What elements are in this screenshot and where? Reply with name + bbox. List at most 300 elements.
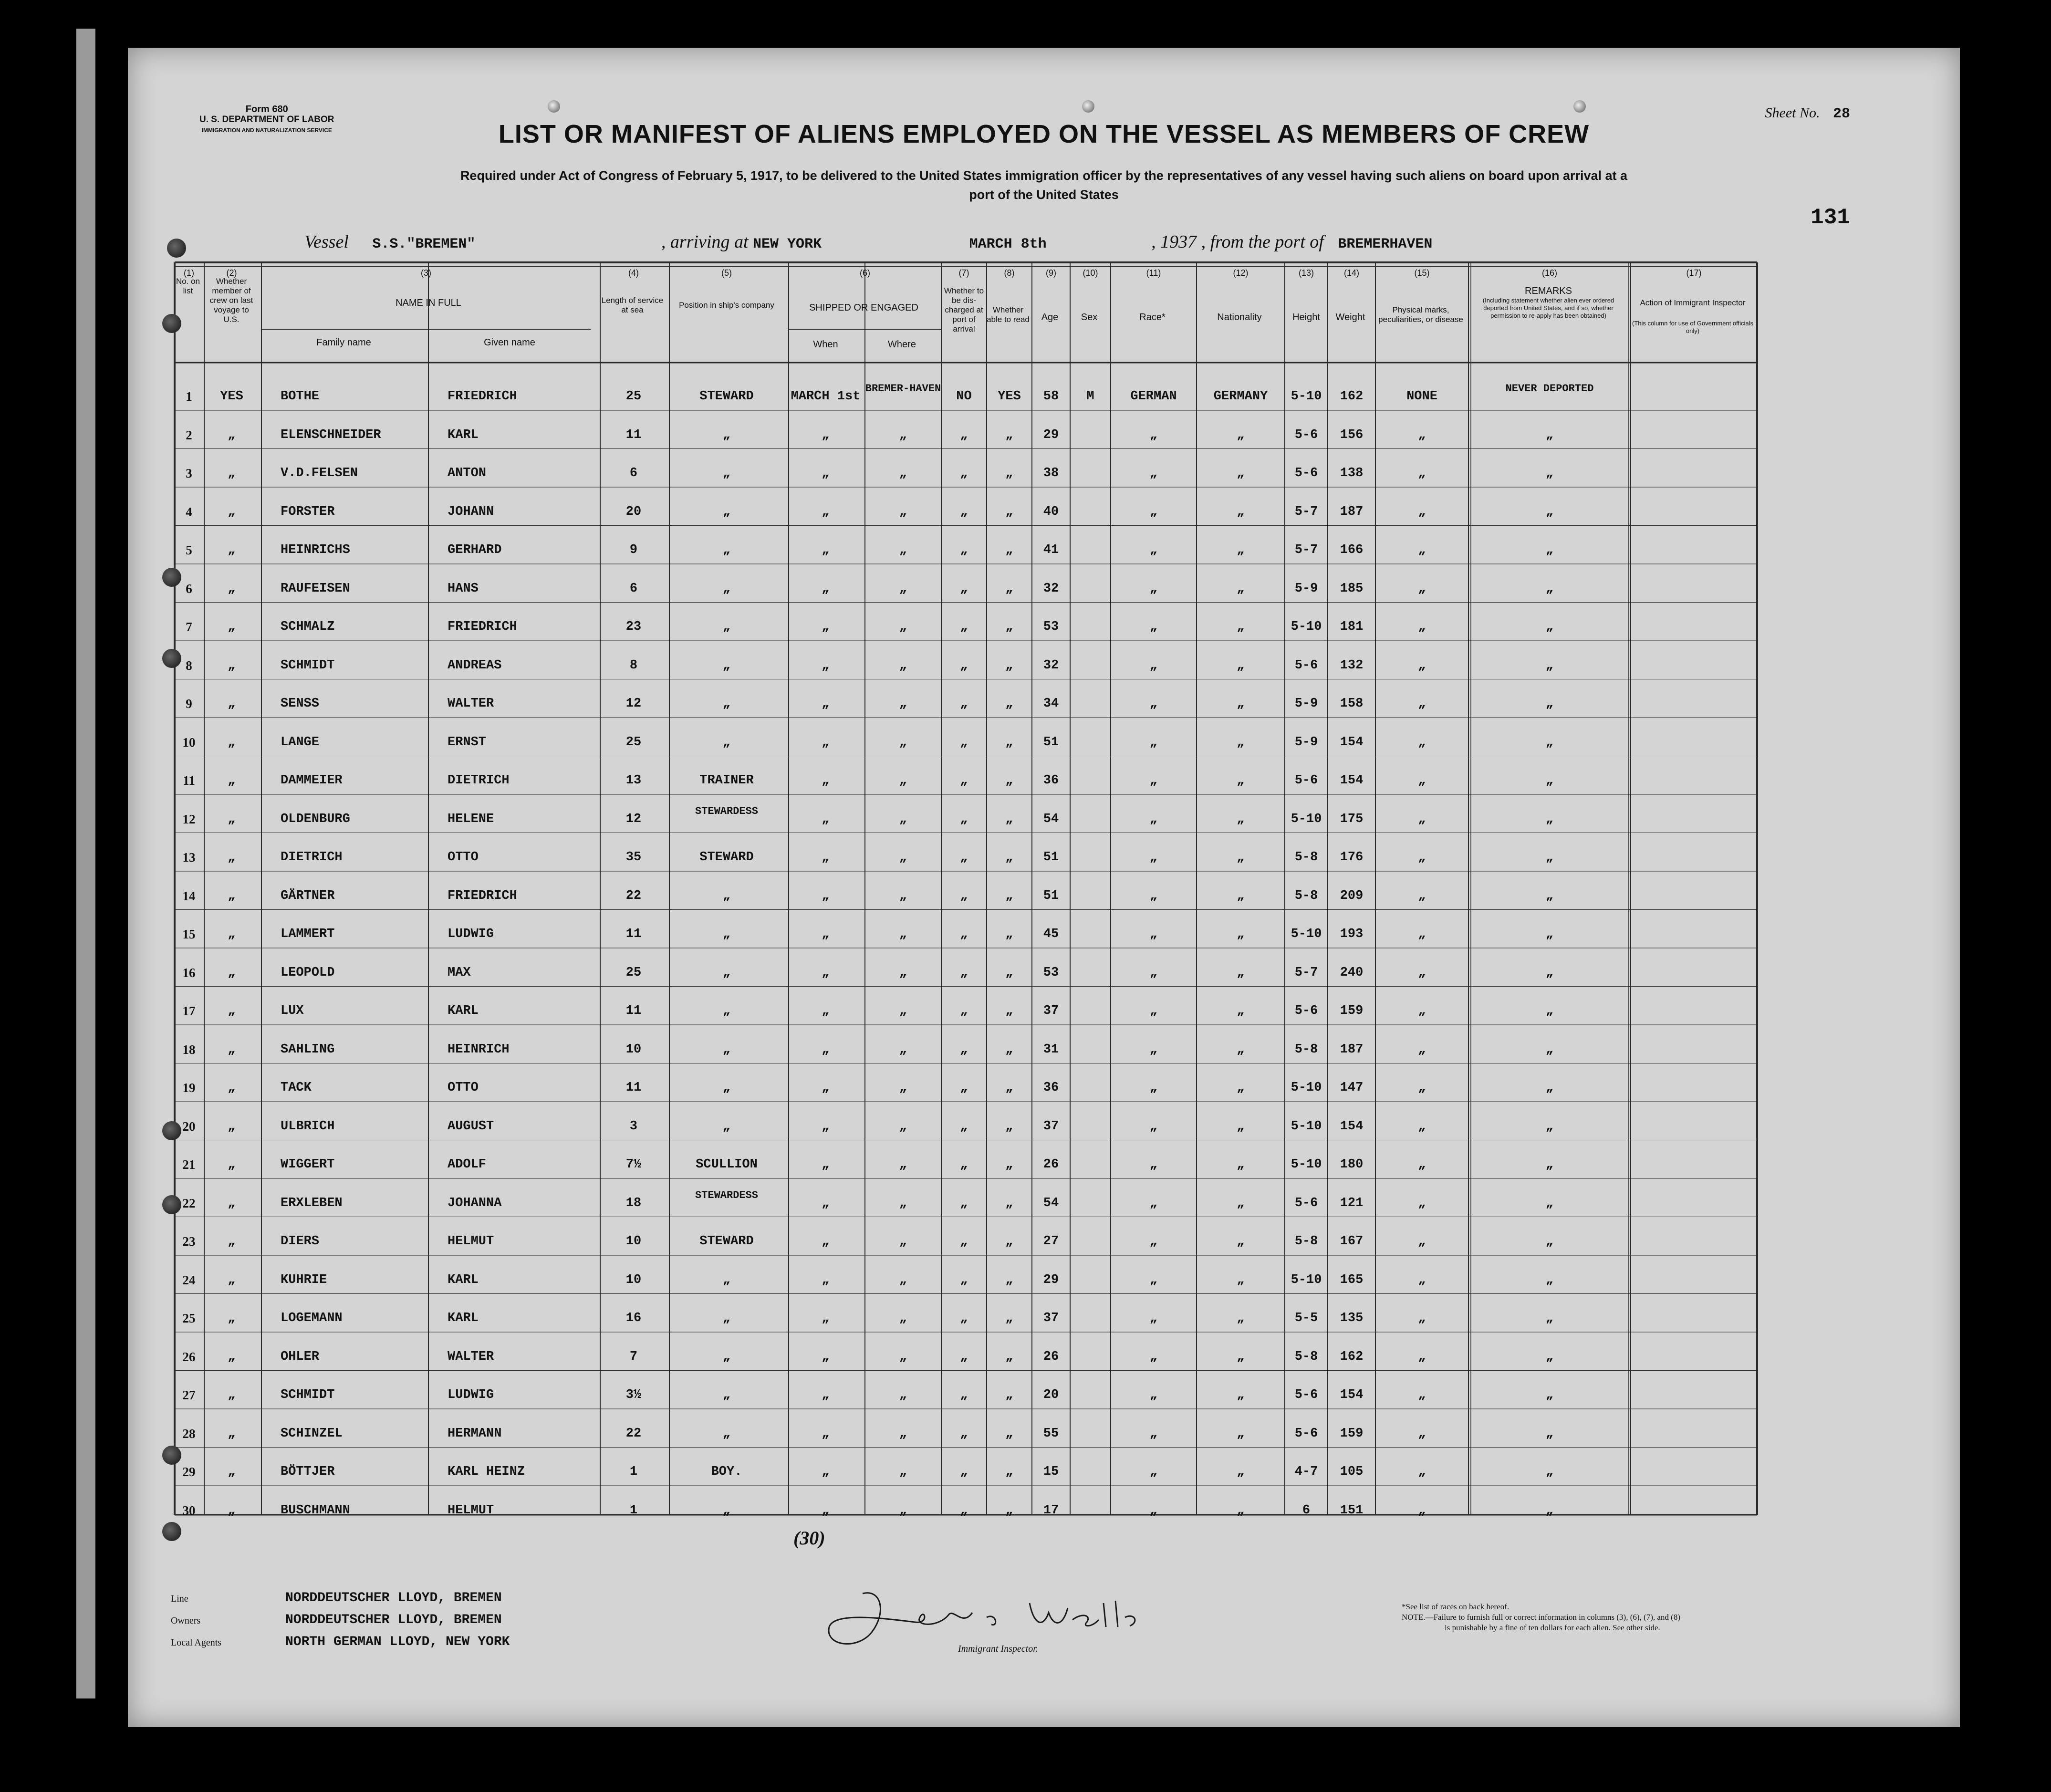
cell-given: HELENE [448,812,494,826]
cell-no: 13 [182,850,196,865]
cell-discharge: „ [960,735,968,750]
cell-where: „ [899,543,907,557]
cell-member: „ [228,543,236,557]
cell-member: „ [228,1042,236,1057]
cell-height: 6 [1302,1503,1311,1518]
cell-marks: „ [1418,581,1426,596]
cell-read: „ [1005,620,1013,634]
cell-race: „ [1149,1272,1158,1287]
year-prefix: , 19 [1151,232,1179,252]
cell-height: 5-9 [1294,735,1318,750]
cell-where: „ [899,466,907,480]
cell-height: 5-6 [1294,466,1318,480]
cell-member: „ [228,850,236,865]
cell-service: 12 [625,812,642,826]
cell-height: 5-8 [1294,1042,1318,1057]
cell-family: ELENSCHNEIDER [281,427,381,442]
cell-family: SENSS [281,697,320,711]
cell-where: „ [899,1426,907,1441]
hdr-action-sub: (This column for use of Government officials only) [1632,320,1754,334]
subtitle-line-2: port of the United States [969,188,1119,202]
cell-remarks: „ [1545,812,1554,826]
cell-weight: 154 [1340,773,1364,788]
cell-no: 19 [182,1081,196,1095]
cell-when: „ [822,427,830,442]
department: U. S. DEPARTMENT OF LABOR [199,115,334,125]
cell-marks: NONE [1406,389,1437,404]
cell-discharge: „ [960,1388,968,1402]
cell-weight: 209 [1340,888,1364,903]
cell-where: „ [899,1465,907,1479]
cell-position: „ [722,466,731,480]
cell-where: „ [899,1196,907,1210]
cell-marks: „ [1418,620,1426,634]
cell-when: „ [822,927,830,941]
cell-discharge: „ [960,850,968,865]
cell-family: GÄRTNER [281,888,335,903]
cell-age: 29 [1043,427,1059,442]
cell-where: „ [899,1004,907,1018]
cell-given: FRIEDRICH [448,389,517,404]
cell-member: „ [228,504,236,519]
cell-age: 51 [1043,735,1059,750]
cell-family: ERXLEBEN [281,1196,343,1210]
cell-race: „ [1149,1234,1158,1249]
cell-discharge: „ [960,1272,968,1287]
cell-nationality: „ [1237,620,1245,634]
cell-nationality: „ [1237,1157,1245,1172]
cell-where: „ [899,658,907,673]
cell-service: 12 [625,697,642,711]
cell-marks: „ [1418,735,1426,750]
cell-race: „ [1149,773,1158,788]
cell-read: „ [1005,658,1013,673]
cell-no: 15 [182,927,196,941]
cell-remarks: „ [1545,1465,1554,1479]
cell-marks: „ [1418,1388,1426,1402]
cell-service: 11 [625,1004,642,1018]
cell-when: „ [822,888,830,903]
cell-when: „ [822,773,830,788]
cell-given: MAX [448,965,471,980]
cell-service: 10 [625,1042,642,1057]
cell-age: 32 [1043,581,1059,596]
cell-height: 5-6 [1294,1426,1318,1441]
cell-member: „ [228,466,236,480]
cell-remarks: „ [1545,850,1554,865]
cell-nationality: „ [1237,1272,1245,1287]
cell-service: 7½ [625,1157,642,1172]
cell-no: 1 [186,389,192,404]
cell-remarks: „ [1545,1503,1554,1518]
cell-given: DIETRICH [448,773,510,788]
cell-position: STEWARD [699,389,754,404]
column-number: (2) [226,268,237,278]
cell-weight: 180 [1340,1157,1364,1172]
cell-age: 54 [1043,1196,1059,1210]
cell-where: „ [899,1042,907,1057]
cell-position: „ [722,1426,731,1441]
cell-where: „ [899,1157,907,1172]
cell-read: „ [1005,581,1013,596]
cell-read: „ [1005,1081,1013,1095]
cell-remarks: „ [1545,888,1554,903]
cell-service: 25 [625,965,642,980]
cell-age: 51 [1043,850,1059,865]
cell-given: ANDREAS [448,658,502,673]
cell-member: „ [228,658,236,673]
cell-height: 5-6 [1294,658,1318,673]
cell-when: MARCH 1st [791,389,861,404]
cell-no: 20 [182,1119,196,1134]
cell-when: „ [822,1119,830,1134]
cell-when: „ [822,1349,830,1364]
cell-discharge: „ [960,1311,968,1325]
cell-service: 1 [629,1503,638,1518]
cell-height: 5-8 [1294,1349,1318,1364]
cell-member: „ [228,812,236,826]
column-number: (3) [421,268,431,278]
cell-age: 27 [1043,1234,1059,1249]
hdr-when: When [813,339,838,350]
cell-no: 4 [186,504,192,519]
cell-nationality: „ [1237,965,1245,980]
cell-height: 5-10 [1291,927,1322,941]
sheet-value: 28 [1832,106,1850,122]
cell-position: „ [722,427,731,442]
punch-hole [162,649,181,668]
agents-value: NORTH GERMAN LLOYD, NEW YORK [285,1635,510,1649]
cell-service: 11 [625,927,642,941]
cell-weight: 147 [1340,1081,1364,1095]
cell-remarks: „ [1545,1272,1554,1287]
cell-weight: 240 [1340,965,1364,980]
cell-age: 37 [1043,1004,1059,1018]
cell-race: „ [1149,1119,1158,1134]
cell-where: „ [899,812,907,826]
cell-position: „ [722,581,731,596]
cell-nationality: „ [1237,427,1245,442]
cell-discharge: „ [960,1196,968,1210]
cell-when: „ [822,965,830,980]
cell-member: „ [228,888,236,903]
cell-family: TACK [281,1081,312,1095]
cell-weight: 156 [1340,427,1364,442]
column-number: (1) [184,268,194,278]
cell-when: „ [822,620,830,634]
subtitle-line-1: Required under Act of Congress of February 5, 1917, to be delivered to the United States immigration officer by the representatives of any vessel having such aliens on board upon arrival at a [460,168,1628,183]
cell-age: 41 [1043,543,1059,557]
cell-family: DIERS [281,1234,320,1249]
cell-marks: „ [1418,466,1426,480]
cell-weight: 135 [1340,1311,1364,1325]
cell-when: „ [822,1081,830,1095]
cell-member: „ [228,1234,236,1249]
cell-service: 16 [625,1311,642,1325]
cell-discharge: „ [960,1426,968,1441]
cell-no: 9 [186,697,192,711]
cell-discharge: „ [960,773,968,788]
cell-given: KARL [448,1004,479,1018]
cell-when: „ [822,1234,830,1249]
cell-read: „ [1005,1157,1013,1172]
vessel-name: S.S."BREMEN" [372,236,476,252]
cell-age: 45 [1043,927,1059,941]
cell-given: KARL [448,427,479,442]
cell-given: FRIEDRICH [448,620,517,634]
cell-marks: „ [1418,1042,1426,1057]
cell-remarks: „ [1545,1196,1554,1210]
cell-given: ANTON [448,466,487,480]
cell-member: „ [228,697,236,711]
cell-when: „ [822,1311,830,1325]
cell-family: V.D.FELSEN [281,466,358,480]
cell-no: 16 [182,965,196,980]
cell-when: „ [822,466,830,480]
cell-nationality: „ [1237,773,1245,788]
cell-nationality: „ [1237,1349,1245,1364]
cell-no: 30 [182,1503,196,1518]
cell-height: 5-6 [1294,1004,1318,1018]
cell-height: 5-8 [1294,850,1318,865]
cell-family: LEOPOLD [281,965,335,980]
cell-family: BÖTTJER [281,1465,335,1479]
cell-where: „ [899,1503,907,1518]
cell-service: 13 [625,773,642,788]
cell-given: HANS [448,581,479,596]
cell-position: STEWARDESS [695,805,759,817]
cell-member: „ [228,1465,236,1479]
cell-given: JOHANNA [448,1196,502,1210]
cell-weight: 162 [1340,389,1364,404]
cell-weight: 154 [1340,735,1364,750]
cell-member: „ [228,1081,236,1095]
cell-position: „ [722,658,731,673]
cell-position: „ [722,1004,731,1018]
cell-weight: 159 [1340,1004,1364,1018]
cell-member: „ [228,1388,236,1402]
cell-discharge: „ [960,697,968,711]
cell-height: 5-10 [1291,812,1322,826]
cell-no: 8 [186,658,192,673]
cell-where: „ [899,888,907,903]
hdr-given: Given name [484,337,535,348]
cell-where: „ [899,927,907,941]
cell-service: 6 [629,581,638,596]
cell-family: SCHMIDT [281,658,335,673]
cell-marks: „ [1418,1119,1426,1134]
cell-weight: 154 [1340,1388,1364,1402]
arriving-port: NEW YORK [753,236,822,252]
cell-when: „ [822,543,830,557]
cell-position: „ [722,1272,731,1287]
sheet-label: Sheet No. [1765,105,1820,121]
column-number: (4) [628,268,639,278]
cell-position: „ [722,1042,731,1057]
column-number: (13) [1298,268,1314,278]
cell-nationality: „ [1237,1234,1245,1249]
cell-remarks: „ [1545,965,1554,980]
cell-race: „ [1149,1311,1158,1325]
cell-age: 26 [1043,1157,1059,1172]
cell-nationality: „ [1237,1119,1245,1134]
cell-when: „ [822,1004,830,1018]
cell-height: 5-10 [1291,1157,1322,1172]
cell-discharge: „ [960,658,968,673]
cell-family: DIETRICH [281,850,343,865]
cell-age: 37 [1043,1119,1059,1134]
cell-read: „ [1005,850,1013,865]
cell-no: 22 [182,1196,196,1210]
cell-marks: „ [1418,1004,1426,1018]
owners-value: NORDDEUTSCHER LLOYD, BREMEN [285,1613,502,1627]
cell-nationality: „ [1237,1004,1245,1018]
cell-family: SCHINZEL [281,1426,343,1441]
cell-when: „ [822,1042,830,1057]
cell-height: 5-6 [1294,427,1318,442]
cell-height: 5-7 [1294,504,1318,519]
column-number: (12) [1233,268,1249,278]
cell-weight: 162 [1340,1349,1364,1364]
cell-no: 12 [182,812,196,826]
cell-read: „ [1005,888,1013,903]
cell-age: 20 [1043,1388,1059,1402]
cell-age: 26 [1043,1349,1059,1364]
from-port: BREMERHAVEN [1338,236,1433,252]
cell-remarks: „ [1545,697,1554,711]
hdr-member: Whether member of crew on last voyage to U.S. [209,277,253,324]
cell-family: SCHMIDT [281,1388,335,1402]
cell-no: 2 [186,427,192,442]
cell-sex: M [1086,389,1094,404]
cell-discharge: „ [960,1042,968,1057]
cell-family: ULBRICH [281,1119,335,1134]
cell-race: „ [1149,620,1158,634]
cell-member: „ [228,427,236,442]
cell-discharge: „ [960,620,968,634]
hdr-shipped: SHIPPED OR ENGAGED [809,302,918,313]
cell-when: „ [822,697,830,711]
cell-family: LANGE [281,735,320,750]
cell-read: „ [1005,927,1013,941]
cell-race: GERMAN [1130,389,1177,404]
inspector-signature [805,1574,1177,1670]
cell-age: 55 [1043,1426,1059,1441]
column-number: (11) [1146,268,1161,278]
cell-remarks: „ [1545,658,1554,673]
penalty-note-2: is punishable by a fine of ten dollars for each alien. See other side. [1445,1623,1660,1632]
cell-service: 10 [625,1272,642,1287]
cell-marks: „ [1418,658,1426,673]
cell-position: „ [722,543,731,557]
penalty-note-1: NOTE.—Failure to furnish full or correct information in columns (3), (6), (7), and (8) [1402,1613,1680,1622]
cell-weight: 158 [1340,697,1364,711]
cell-height: 5-6 [1294,773,1318,788]
cell-family: RAUFEISEN [281,581,350,596]
cell-discharge: NO [956,389,972,404]
hdr-read: Whether able to read [987,305,1030,324]
cell-service: 22 [625,888,642,903]
cell-remarks: „ [1545,1119,1554,1134]
cell-race: „ [1149,965,1158,980]
cell-remarks: „ [1545,504,1554,519]
cell-given: ADOLF [448,1157,487,1172]
cell-when: „ [822,850,830,865]
hdr-nationality: Nationality [1217,312,1262,323]
cell-age: 15 [1043,1465,1059,1479]
cell-service: 22 [625,1426,642,1441]
cell-no: 7 [186,620,192,634]
cell-given: HELMUT [448,1234,494,1249]
hdr-family: Family name [316,337,371,348]
cell-member: „ [228,1272,236,1287]
cell-age: 29 [1043,1272,1059,1287]
cell-position: „ [722,1349,731,1364]
cell-read: „ [1005,466,1013,480]
cell-height: 5-9 [1294,697,1318,711]
cell-given: WALTER [448,1349,494,1364]
cell-remarks: NEVER DEPORTED [1505,383,1594,395]
cell-weight: 105 [1340,1465,1364,1479]
cell-marks: „ [1418,1503,1426,1518]
cell-discharge: „ [960,1157,968,1172]
cell-height: 5-7 [1294,543,1318,557]
cell-remarks: „ [1545,927,1554,941]
cell-marks: „ [1418,1349,1426,1364]
cell-race: „ [1149,1081,1158,1095]
cell-service: 10 [625,1234,642,1249]
cell-race: „ [1149,581,1158,596]
cell-given: OTTO [448,1081,479,1095]
column-number: (14) [1343,268,1359,278]
cell-nationality: „ [1237,927,1245,941]
cell-race: „ [1149,466,1158,480]
cell-height: 5-10 [1291,389,1322,404]
cell-age: 53 [1043,965,1059,980]
cell-height: 4-7 [1294,1465,1318,1479]
column-number: (7) [958,268,969,278]
from-label: , from the port of [1201,232,1324,252]
inspector-label: Immigrant Inspector. [958,1644,1038,1654]
column-number: (15) [1414,268,1430,278]
cell-service: 7 [629,1349,638,1364]
cell-marks: „ [1418,1426,1426,1441]
cell-age: 40 [1043,504,1059,519]
cell-position: „ [722,1388,731,1402]
cell-nationality: „ [1237,1388,1245,1402]
cell-discharge: „ [960,466,968,480]
cell-height: 5-6 [1294,1388,1318,1402]
cell-when: „ [822,581,830,596]
cell-age: 36 [1043,1081,1059,1095]
cell-remarks: „ [1545,1426,1554,1441]
punch-hole [162,1522,181,1541]
cell-where: BREMER-HAVEN [865,383,941,395]
cell-where: „ [899,697,907,711]
cell-race: „ [1149,1196,1158,1210]
cell-weight: 154 [1340,1119,1364,1134]
cell-where: „ [899,1119,907,1134]
cell-no: 28 [182,1426,196,1441]
cell-weight: 167 [1340,1234,1364,1249]
cell-where: „ [899,850,907,865]
cell-no: 10 [182,735,196,750]
cell-position: „ [722,1503,731,1518]
cell-weight: 151 [1340,1503,1364,1518]
cell-position: BOY. [711,1465,742,1479]
hdr-service: Length of service at sea [601,296,664,314]
cell-no: 26 [182,1349,196,1364]
